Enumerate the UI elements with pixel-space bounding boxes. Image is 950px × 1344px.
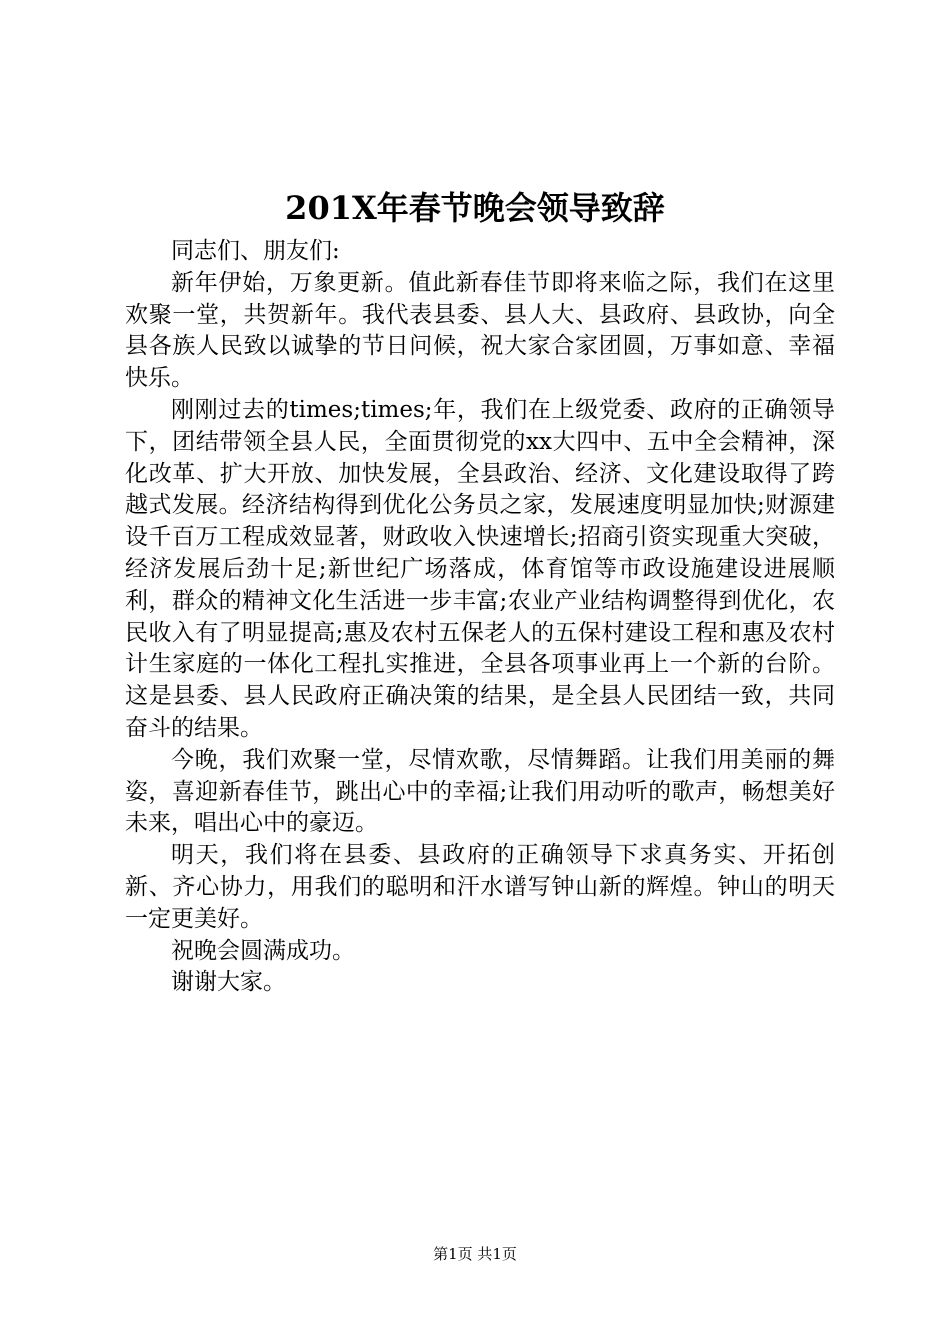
page-number-footer: 第1页 共1页 bbox=[433, 1245, 517, 1263]
document-title: 201X年春节晚会领导致辞 bbox=[285, 189, 665, 227]
paragraph-tonight: 今晚，我们欢聚一堂，尽情欢歌，尽情舞蹈。让我们用美丽的舞姿，喜迎新春佳节，跳出心中的幸福;让我们用动听的歌声，畅想美好未来，唱出心中的豪迈。 bbox=[125, 746, 835, 837]
salutation: 同志们、朋友们: bbox=[171, 238, 340, 264]
document-body bbox=[125, 236, 835, 999]
paragraph-tomorrow: 明天，我们将在县委、县政府的正确领导下求真务实、开拓创新、齐心协力，用我们的聪明和汗水谱写钟山新的辉煌。钟山的明天一定更美好。 bbox=[125, 842, 835, 932]
paragraph-achievements: 刚刚过去的times;times;年，我们在上级党委、政府的正确领导下，团结带领全县人民，全面贯彻党的xx大四中、五中全会精神，深化改革、扩大开放、加快发展，全县政治、经济、文化建设取得了跨越式发展。经济结构得到优化公务员之家，发展速度明显加快;财源建设千百万工程成效显著，财政收入快速增长;招商引资实现重大突破，经济发展后劲十足;新世纪广场落成，体育馆等市政设施建设进展顺利，群众的精神文化生活进一步丰富;农业产业结构调整得到优化，农民收入有了明显提高;惠及农村五保老人的五保村建设工程和惠及农村计生家庭的一体化工程扎实推进，全县各项事业再上一个新的台阶。这是县委、县人民政府正确决策的结果，是全县人民团结一致，共同奋斗的结果。 bbox=[125, 396, 835, 741]
paragraph-opening: 新年伊始，万象更新。值此新春佳节即将来临之际，我们在这里欢聚一堂，共贺新年。我代表县委、县人大、县政府、县政协，向全县各族人民致以诚挚的节日问候，祝大家合家团圆，万事如意、幸福快乐。 bbox=[125, 269, 835, 392]
paragraph-thanks: 谢谢大家。 bbox=[171, 969, 286, 996]
paragraph-wish: 祝晚会圆满成功。 bbox=[171, 937, 355, 964]
